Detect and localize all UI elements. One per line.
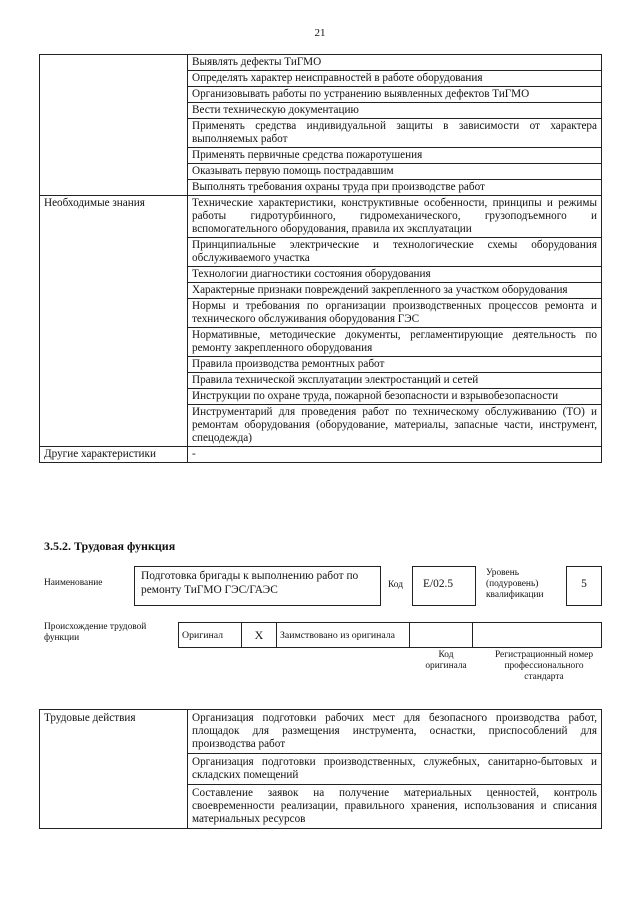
skill-cell: Применять первичные средства пожаротушения xyxy=(188,148,602,164)
knowledge-cell: Правила технической эксплуатации электростанций и сетей xyxy=(188,373,602,389)
skill-cell: Выявлять дефекты ТиГМО xyxy=(188,55,602,71)
code-of-original-caption: Код оригинала xyxy=(425,650,467,671)
skill-cell: Применять средства индивидуальной защиты в зависимости от характера выполняемых работ xyxy=(188,119,602,148)
reg-number-cell xyxy=(473,623,602,648)
labor-actions-table xyxy=(39,709,602,829)
action-cell: Составление заявок на получение материальных ценностей, контроль своевременности реализации, правильного хранения, использования и списания материальных ресурсов xyxy=(188,785,602,829)
other-label: Другие характеристики xyxy=(40,447,188,463)
skill-cell: Организовывать работы по устранению выявленных дефектов ТиГМО xyxy=(188,87,602,103)
table-row xyxy=(40,447,602,463)
skill-cell: Выполнять требования охраны труда при производстве работ xyxy=(188,180,602,196)
knowledge-cell: Технические характеристики, конструктивные особенности, принципы и режимы работы гидротурбинного, гидромеханического, грузоподъемного и вспомогательного оборудования, правила их эксплуатации xyxy=(188,196,602,238)
level-label: Уровень (подуровень) квалификации xyxy=(486,568,544,600)
section-heading: 3.5.2. Трудовая функция xyxy=(44,539,176,553)
name-label: Наименование xyxy=(44,578,103,588)
original-mark: X xyxy=(242,623,277,648)
empty-label-cell xyxy=(40,55,188,196)
knowledge-cell: Правила производства ремонтных работ xyxy=(188,357,602,373)
action-cell: Организация подготовки рабочих мест для безопасного производства работ, площадок для размещения инструмента, оснастки, приспособлений для производства работ xyxy=(188,710,602,754)
skill-cell: Определять характер неисправностей в работе оборудования xyxy=(188,71,602,87)
actions-label: Трудовые действия xyxy=(40,710,188,829)
original-label: Оригинал xyxy=(179,623,242,648)
knowledge-cell: Нормы и требования по организации производственных процессов ремонта и технического обслуживания оборудования ГЭС xyxy=(188,299,602,328)
knowledge-cell: Принципиальные электрические и технологические схемы оборудования обслуживаемого участка xyxy=(188,238,602,267)
skill-cell: Вести техническую документацию xyxy=(188,103,602,119)
knowledge-cell: Нормативные, методические документы, регламентирующие деятельность по ремонту закрепленного оборудования xyxy=(188,328,602,357)
action-cell: Организация подготовки производственных, служебных, санитарно-бытовых и складских помещений xyxy=(188,754,602,785)
origin-label: Происхождение трудовой функции xyxy=(44,622,147,643)
other-value: - xyxy=(188,447,602,463)
code-label: Код xyxy=(388,580,403,590)
borrowed-label: Заимствовано из оригинала xyxy=(277,623,410,648)
knowledge-cell: Технологии диагностики состояния оборудования xyxy=(188,267,602,283)
table-row xyxy=(40,710,602,754)
page-number: 21 xyxy=(314,27,326,39)
knowledge-cell: Инструментарий для проведения работ по техническому обслуживанию (ТО) и ремонтам оборудования (оборудование, материалы, запасные части, инструмент, спецодежда) xyxy=(188,405,602,447)
skills-knowledge-table xyxy=(39,54,602,463)
skill-cell: Оказывать первую помощь пострадавшим xyxy=(188,164,602,180)
table-row xyxy=(40,55,602,71)
knowledge-cell: Инструкции по охране труда, пожарной безопасности и взрывобезопасности xyxy=(188,389,602,405)
table-row xyxy=(179,623,602,648)
level-value: 5 xyxy=(566,566,602,606)
table-row xyxy=(40,196,602,238)
knowledge-cell: Характерные признаки повреждений закрепленного за участком оборудования xyxy=(188,283,602,299)
knowledge-label: Необходимые знания xyxy=(40,196,188,447)
name-value: Подготовка бригады к выполнению работ по ремонту ТиГМО ГЭС/ГАЭС xyxy=(134,566,381,606)
code-of-original-cell xyxy=(410,623,473,648)
reg-number-caption: Регистрационный номер профессионального стандарта xyxy=(494,650,594,682)
code-value: Е/02.5 xyxy=(412,566,476,606)
origin-table xyxy=(178,622,602,648)
